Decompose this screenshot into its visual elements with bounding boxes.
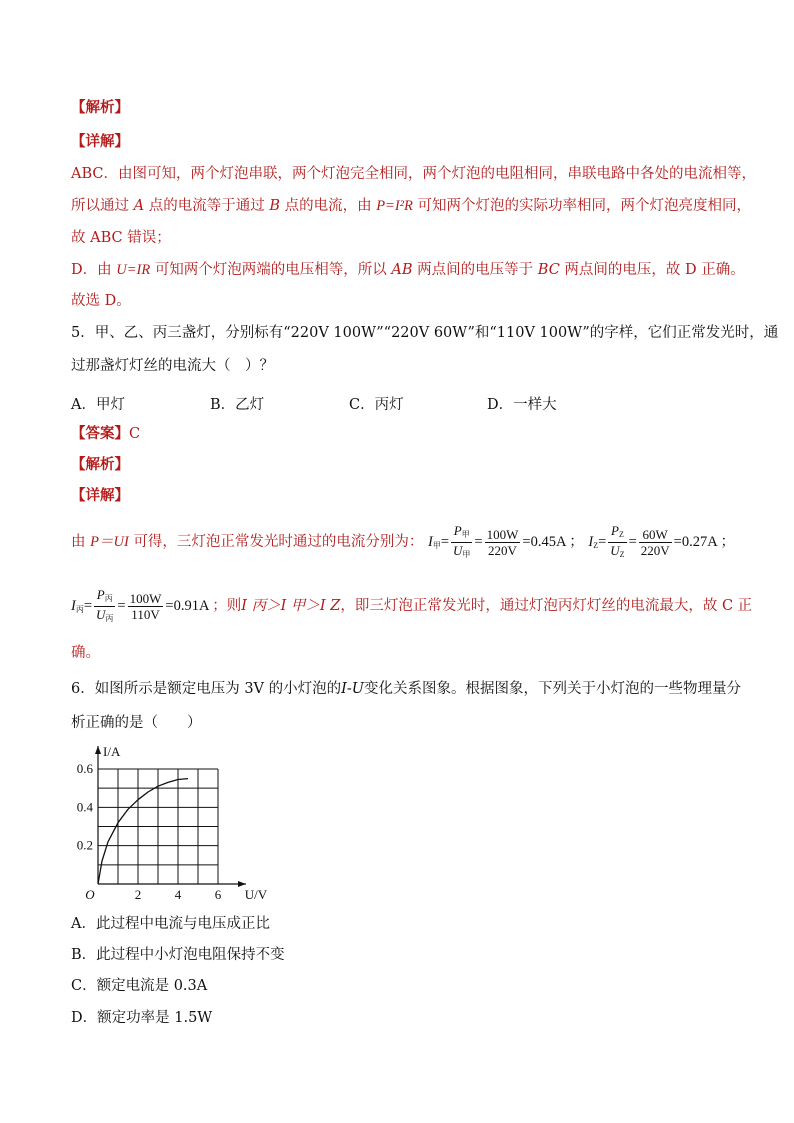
q5-option-a[interactable]: A．甲灯 bbox=[71, 397, 125, 413]
text: 点的电流，由 bbox=[284, 198, 372, 214]
y-axis-label: I/A bbox=[103, 744, 121, 759]
detail-tag: 【详解】 bbox=[71, 133, 129, 150]
y-tick-label: 0.6 bbox=[76, 761, 93, 776]
q6-stem-line-1 bbox=[71, 679, 741, 699]
text: 可知两个灯泡的实际功率相同，两个灯泡亮度相同， bbox=[417, 198, 751, 214]
current-comparison: I 丙＞I 甲＞I Z bbox=[241, 598, 341, 614]
text: 所以通过 bbox=[71, 198, 129, 214]
q6-option-d[interactable]: D．额定功率是 1.5W bbox=[71, 1010, 213, 1026]
text: 变化关系图象。根据图象，下列关于小灯泡的一些物理量分 bbox=[364, 681, 741, 697]
symbol: I bbox=[588, 534, 594, 550]
iu-label: I-U bbox=[341, 681, 364, 697]
text: ；则 bbox=[212, 598, 242, 614]
text: D．由 bbox=[71, 262, 112, 278]
q5-option-d[interactable]: D．一样大 bbox=[487, 397, 557, 413]
fraction bbox=[608, 523, 626, 562]
symbol: P bbox=[453, 523, 462, 539]
subscript: 丙 bbox=[75, 605, 84, 614]
q5-stem-line-1: 5．甲、乙、丙三盏灯，分别标有“220V 100W”“220V 60W”和“110V 100W”的字样，它们正常发光时，通 bbox=[71, 325, 779, 341]
separator: ； bbox=[720, 534, 735, 550]
subscript: 甲 bbox=[462, 550, 471, 560]
q4-solution-line-3: 故 ABC 错误； bbox=[71, 230, 171, 246]
q4-solution-line-4 bbox=[71, 260, 745, 280]
q4-solution-line-2 bbox=[71, 196, 751, 216]
subscript: 丙 bbox=[104, 594, 113, 604]
iu-chart bbox=[70, 742, 270, 902]
fraction bbox=[94, 587, 115, 626]
symbol: I bbox=[71, 598, 76, 614]
current-yi-formula: $I_Z=$ $\frac{P_Z}{U_Z}$ = $\frac{60W}{220V}$ =0.27A bbox=[588, 534, 720, 550]
point-a: A bbox=[133, 198, 145, 214]
y-tick-label: 0.2 bbox=[76, 837, 93, 853]
x-tick-label: 4 bbox=[174, 887, 182, 902]
q5-answer-line bbox=[71, 424, 734, 444]
text: 可知两个灯泡两端的电压相等，所以 bbox=[154, 262, 387, 278]
symbol: P bbox=[96, 587, 105, 603]
x-tick-label: 2 bbox=[134, 887, 142, 902]
subscript: 甲 bbox=[461, 530, 470, 540]
y-tick-label: 0.4 bbox=[76, 799, 93, 815]
power-formula: P=I²R bbox=[376, 198, 413, 214]
fraction: $\frac{100W}{220V}$ bbox=[486, 527, 519, 559]
symbol: P bbox=[611, 523, 619, 539]
text: 由 bbox=[71, 534, 86, 550]
fraction: $\frac{100W}{110V}$ bbox=[129, 591, 162, 623]
q5-option-c[interactable]: C．丙灯 bbox=[349, 397, 404, 413]
q5-stem-line-2: 过那盏灯灯丝的电流大（ ）？ bbox=[71, 358, 274, 374]
symbol: U bbox=[453, 543, 463, 559]
subscript: Z bbox=[619, 550, 625, 560]
result: =0.91A bbox=[165, 598, 209, 614]
text: ，即三灯泡正常发光时，通过灯泡丙灯灯丝的电流最大，故 C 正 bbox=[340, 598, 753, 614]
detail-tag: 【详解】 bbox=[71, 487, 129, 504]
result: =0.27A bbox=[673, 534, 717, 550]
symbol: U bbox=[96, 607, 106, 623]
text: 两点间的电压，故 D 正确。 bbox=[564, 262, 745, 278]
q5-solution-line-3: 确。 bbox=[71, 645, 100, 661]
q6-option-c[interactable]: C．额定电流是 0.3A bbox=[71, 978, 208, 994]
symbol: U bbox=[610, 543, 620, 559]
answer-value: C bbox=[129, 426, 141, 442]
analysis-tag: 【解析】 bbox=[71, 456, 129, 473]
segment-ab: AB bbox=[391, 262, 413, 278]
current-bing-formula: $I_丙=$ $\frac{P_丙}{U_丙}$ = $\frac{100W}{110V}$ =0.91A bbox=[71, 598, 212, 614]
current-jia-formula: $I_甲=$ $\frac{P_甲}{U_甲}$ = $\frac{100W}{220V}$ =0.45A bbox=[428, 534, 569, 550]
q4-solution-line-1: ABC．由图可知，两个灯泡串联，两个灯泡完全相同，两个灯泡的电阻相同，串联电路中各处的电流相等， bbox=[71, 166, 756, 182]
fraction bbox=[451, 523, 472, 562]
ohm-formula: U=IR bbox=[116, 262, 151, 278]
q6-option-a[interactable]: A．此过程中电流与电压成正比 bbox=[71, 916, 270, 932]
text: 可得，三灯泡正常发光时通过的电流分别为： bbox=[133, 534, 424, 550]
subscript: 甲 bbox=[432, 541, 441, 550]
answer-tag: 【答案】 bbox=[71, 425, 129, 442]
fraction: $\frac{60W}{220V}$ bbox=[640, 527, 670, 559]
q6-option-b[interactable]: B．此过程中小灯泡电阻保持不变 bbox=[71, 947, 285, 963]
subscript: Z bbox=[618, 530, 624, 540]
segment-bc: BC bbox=[537, 262, 560, 278]
q5-solution-line-1 bbox=[71, 522, 734, 566]
subscript: 丙 bbox=[105, 614, 114, 624]
subscript: Z bbox=[593, 541, 599, 550]
text: 两点间的电压等于 bbox=[417, 262, 534, 278]
q4-solution-line-5: 故选 D。 bbox=[71, 293, 131, 309]
result: =0.45A bbox=[522, 534, 566, 550]
x-tick-label: 6 bbox=[214, 887, 222, 902]
analysis-tag: 【解析】 bbox=[71, 99, 129, 116]
q5-option-b[interactable]: B．乙灯 bbox=[210, 397, 265, 413]
origin-label: O bbox=[85, 887, 95, 902]
symbol: I bbox=[428, 534, 433, 550]
text: 6．如图所示是额定电压为 3V 的小灯泡的 bbox=[71, 681, 342, 697]
q6-stem-line-2: 析正确的是（ ） bbox=[71, 715, 202, 731]
iu-curve bbox=[98, 779, 188, 884]
separator: ； bbox=[569, 534, 584, 550]
text: 点的电流等于通过 bbox=[148, 198, 265, 214]
y-axis-arrow bbox=[95, 746, 101, 754]
x-axis-label: U/V bbox=[244, 887, 268, 902]
point-b: B bbox=[269, 198, 280, 214]
q5-solution-line-2 bbox=[71, 586, 753, 630]
power-formula: P＝UI bbox=[90, 534, 129, 550]
